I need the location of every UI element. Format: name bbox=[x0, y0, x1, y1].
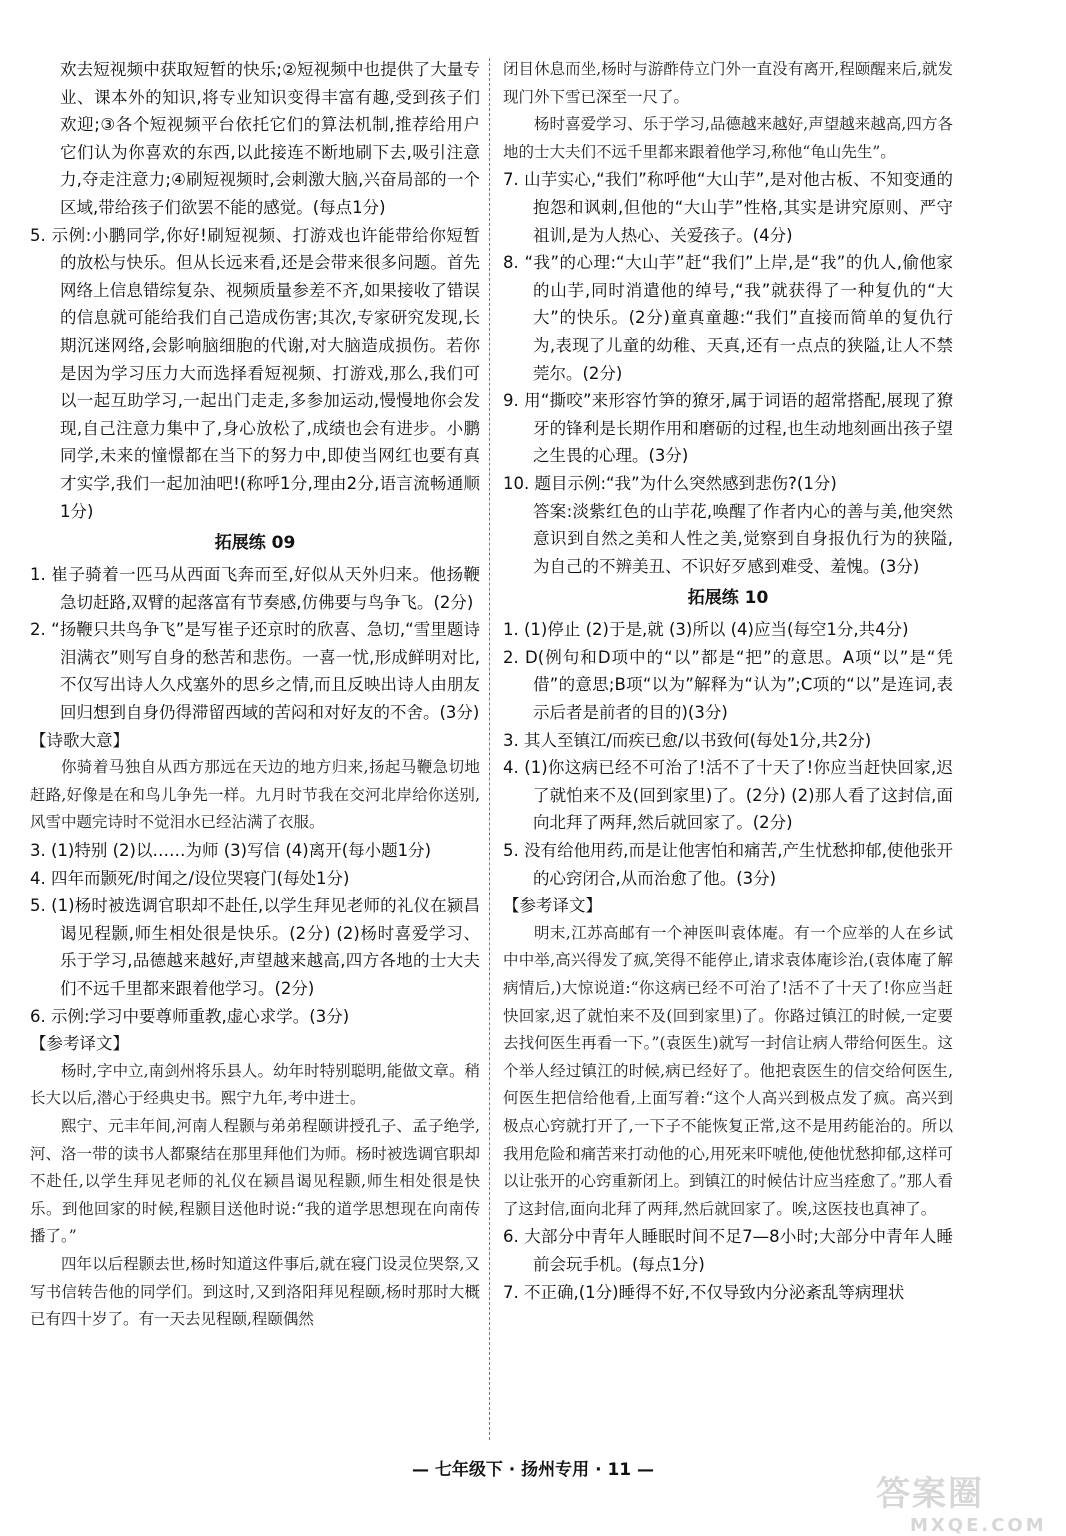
answer-item: 1. (1)停止 (2)于是,就 (3)所以 (4)应当(每空1分,共4分) bbox=[503, 620, 909, 640]
translation-paragraph: 闭目休息而坐,杨时与游酢侍立门外一直没有离开,程颐醒来后,就发现门外下雪已深至一尺了。 bbox=[503, 60, 953, 106]
translation-paragraph: 杨时喜爱学习、乐于学习,品德越来越好,声望越来越高,四方各地的士大夫们不远千里都来跟着他学习,称他“龟山先生”。 bbox=[503, 115, 953, 161]
answer-item: 3. 其人至镇江/而疾已愈/以书致何(每处1分,共2分) bbox=[503, 730, 872, 750]
section-heading: 拓展练 10 bbox=[687, 588, 769, 609]
translation-paragraph: 明末,江苏高邮有一个神医叫袁体庵。有一个应举的人在乡试中中举,高兴得发了疯,笑得不能停止,请求袁体庵诊治,(袁体庵了解病情后,)大惊说道:“你这病已经不可治了!活不了十天了!你应当赶快回家,迟了就怕来不及(回到家里)了。你路过镇江的时候,一定要去找何医生再看一下。”(袁医生)就写一封信让病人带给何医生。这个举人经过镇江的时候,病已经好了。他把袁医生的信交给何医生,何医生把信给他看,上面写着:“这个人高兴到极点发了疯。高兴到极点心窍就打开了,一下子不能恢复正常,这不是用药能治的。所以我用危险和痛苦来打动他的心,用死来吓唬他,使他忧愁抑郁,这样可以让张开的心窍重新闭上。到镇江的时候估计应当痊愈了。”那人看了这封信,面向北拜了两拜,然后就回家了。唉,这医技也真神了。 bbox=[503, 923, 953, 1218]
answer-item: 8. “我”的心理:“大山芋”赶“我们”上岸,是“我”的仇人,偷他家的山芋,同时消遣他的绰号,“我”就获得了一种复仇的“大大”的快乐。(2分)童真童趣:“我们”直接而简单的复仇行为,表现了儿童的幼稚、天真,还有一点点的狭隘,让人不禁莞尔。(2分) bbox=[503, 253, 953, 383]
answer-item: 7. 不正确,(1分)睡得不好,不仅导致内分泌紊乱等病理状 bbox=[503, 1282, 905, 1302]
answer-continuation: 答案:淡紫红色的山芋花,唤醒了作者内心的善与美,他突然意识到自然之美和人性之美,觉察到自身报仇行为的狭隘,为自己的不辨美丑、不识好歹感到难受、羞愧。(3分) bbox=[533, 501, 953, 576]
watermark-logo bbox=[876, 1466, 1052, 1536]
translation-paragraph: 杨时,字中立,南剑州将乐县人。幼年时特别聪明,能做文章。稍长大以后,潜心于经典史书。熙宁九年,考中进士。 bbox=[30, 1061, 480, 1108]
bracket-label: 【参考译文】 bbox=[30, 1034, 129, 1054]
translation-paragraph: 你骑着马独自从西方那远在天边的地方归来,扬起马鞭急切地赶路,好像是在和鸟儿争先一样。九月时节我在交河北岸给你送别,风雪中题完诗时不觉泪水已经沾满了衣服。 bbox=[30, 758, 480, 832]
answer-item: 6. 示例:学习中要尊师重教,虚心求学。(3分) bbox=[30, 1006, 350, 1026]
answer-item: 5. 没有给他用药,而是让他害怕和痛苦,产生忧愁抑郁,使他张开的心窍闭合,从而治愈了他。(3分) bbox=[503, 841, 953, 888]
right-column bbox=[503, 56, 953, 1306]
answer-item: 1. 崔子骑着一匹马从西面飞奔而至,好似从天外归来。他扬鞭急切赶路,双臂的起落富有节奏感,仿佛要与鸟争飞。(2分) bbox=[30, 565, 480, 612]
answer-item: 7. 山芋实心,“我们”称呼他“大山芋”,是对他古板、不知变通的抱怨和讽刺,但他的“大山芋”性格,其实是讲究原则、严守祖训,是为人热心、关爱孩子。(4分) bbox=[503, 170, 953, 245]
translation-paragraph: 熙宁、元丰年间,河南人程颢与弟弟程颐讲授孔子、孟子绝学,河、洛一带的读书人都聚结在那里拜他们为师。杨时被选调官职却不赴任,以学生拜见老师的礼仪在颍昌谒见程颢,师生相处很是快乐。到他回家的时候,程颢目送他时说:“我的道学思想现在向南传播了。” bbox=[30, 1116, 480, 1246]
answer-item: 2. D(例句和D项中的“以”都是“把”的意思。A项“以”是“凭借”的意思;B项“以为”解释为“认为”;C项的“以”是连词,表示后者是前者的目的)(3分) bbox=[503, 647, 953, 723]
answer-item: 5. 示例:小鹏同学,你好!刷短视频、打游戏也许能带给你短暂的放松与快乐。但从长远来看,还是会带来很多问题。首先网络上信息错综复杂、视频质量参差不齐,如果接收了错误的信息就可能给我们自己造成伤害;其次,专家研究发现,长期沉迷网络,会影响脑细胞的代谢,对大脑造成损伤。若你是因为学习压力大而选择看短视频、打游戏,那么,我们可以一起互助学习,一起出门走走,多参加运动,慢慢地你会发现,自己注意力集中了,身心放松了,成绩也会有进步。小鹏同学,未来的憧憬都在当下的努力中,即使当网红也要有真才实学,我们一起加油吧!(称呼1分,理由2分,语言流畅通顺1分) bbox=[30, 225, 480, 521]
bracket-label: 【参考译文】 bbox=[503, 896, 602, 916]
section-heading: 拓展练 09 bbox=[214, 533, 296, 554]
answer-item: 3. (1)特别 (2)以……为师 (3)写信 (4)离开(每小题1分) bbox=[30, 841, 432, 861]
page-footer: — 七年级下 · 扬州专用 · 11 — bbox=[411, 1460, 655, 1480]
answer-item: 10. 题目示例:“我”为什么突然感到悲伤?(1分) bbox=[503, 473, 837, 493]
column-divider bbox=[489, 58, 490, 1440]
translation-paragraph: 四年以后程颢去世,杨时知道这件事后,就在寝门设灵位哭祭,又写书信转告他的同学们。到这时,又到洛阳拜见程颐,杨时那时大概已有四十岁了。有一天去见程颐,程颐偶然 bbox=[30, 1254, 480, 1329]
answer-item: 9. 用“撕咬”来形容竹笋的獠牙,属于词语的超常搭配,展现了獠牙的锋利是长期作用和磨砺的过程,也生动地刻画出孩子望之生畏的心理。(3分) bbox=[503, 391, 953, 466]
answer-item: 2. “扬鞭只共鸟争飞”是写崔子还京时的欣喜、急切,“雪里题诗泪满衣”则写自身的愁苦和悲伤。一喜一忧,形成鲜明对比,不仅写出诗人久戍塞外的思乡之情,而且反映出诗人由朋友回归想到自身仍得滞留西域的苦闷和对好友的不舍。(3分) bbox=[30, 620, 480, 723]
answer-item: 4. (1)你这病已经不可治了!活不了十天了!你应当赶快回家,迟了就怕来不及(回到家里)了。(2分) (2)那人看了这封信,面向北拜了两拜,然后就回家了。(2分) bbox=[503, 758, 953, 833]
answer-item: 5. (1)杨时被选调官职却不赴任,以学生拜见老师的礼仪在颍昌谒见程颢,师生相处很是快乐。(2分) (2)杨时喜爱学习、乐于学习,品德越来越好,声望越来越高,四方各地的士大夫们不远千里都来跟着他学习。(2分) bbox=[30, 896, 480, 998]
watermark-line-2: MXQE.COM bbox=[910, 1515, 1047, 1536]
bracket-label: 【诗歌大意】 bbox=[30, 730, 129, 750]
answer-item: 6. 大部分中青年人睡眠时间不足7—8小时;大部分中青年人睡前会玩手机。(每点1分) bbox=[503, 1227, 953, 1274]
watermark-line-1: 答案圈 bbox=[876, 1474, 984, 1514]
left-column bbox=[30, 56, 480, 1334]
answer-continuation: 欢去短视频中获取短暂的快乐;②短视频中也提供了大量专业、课本外的知识,将专业知识变得丰富有趣,受到孩子们欢迎;③各个短视频平台依托它们的算法机制,推荐给用户它们认为你喜欢的东西,以此接连不断地刷下去,吸引注意力,夺走注意力;④刷短视频时,会刺激大脑,兴奋局部的一个区域,带给孩子们欲罢不能的感觉。(每点1分) bbox=[60, 60, 480, 217]
answer-item: 4. 四年而颢死/时闻之/设位哭寝门(每处1分) bbox=[30, 868, 350, 888]
